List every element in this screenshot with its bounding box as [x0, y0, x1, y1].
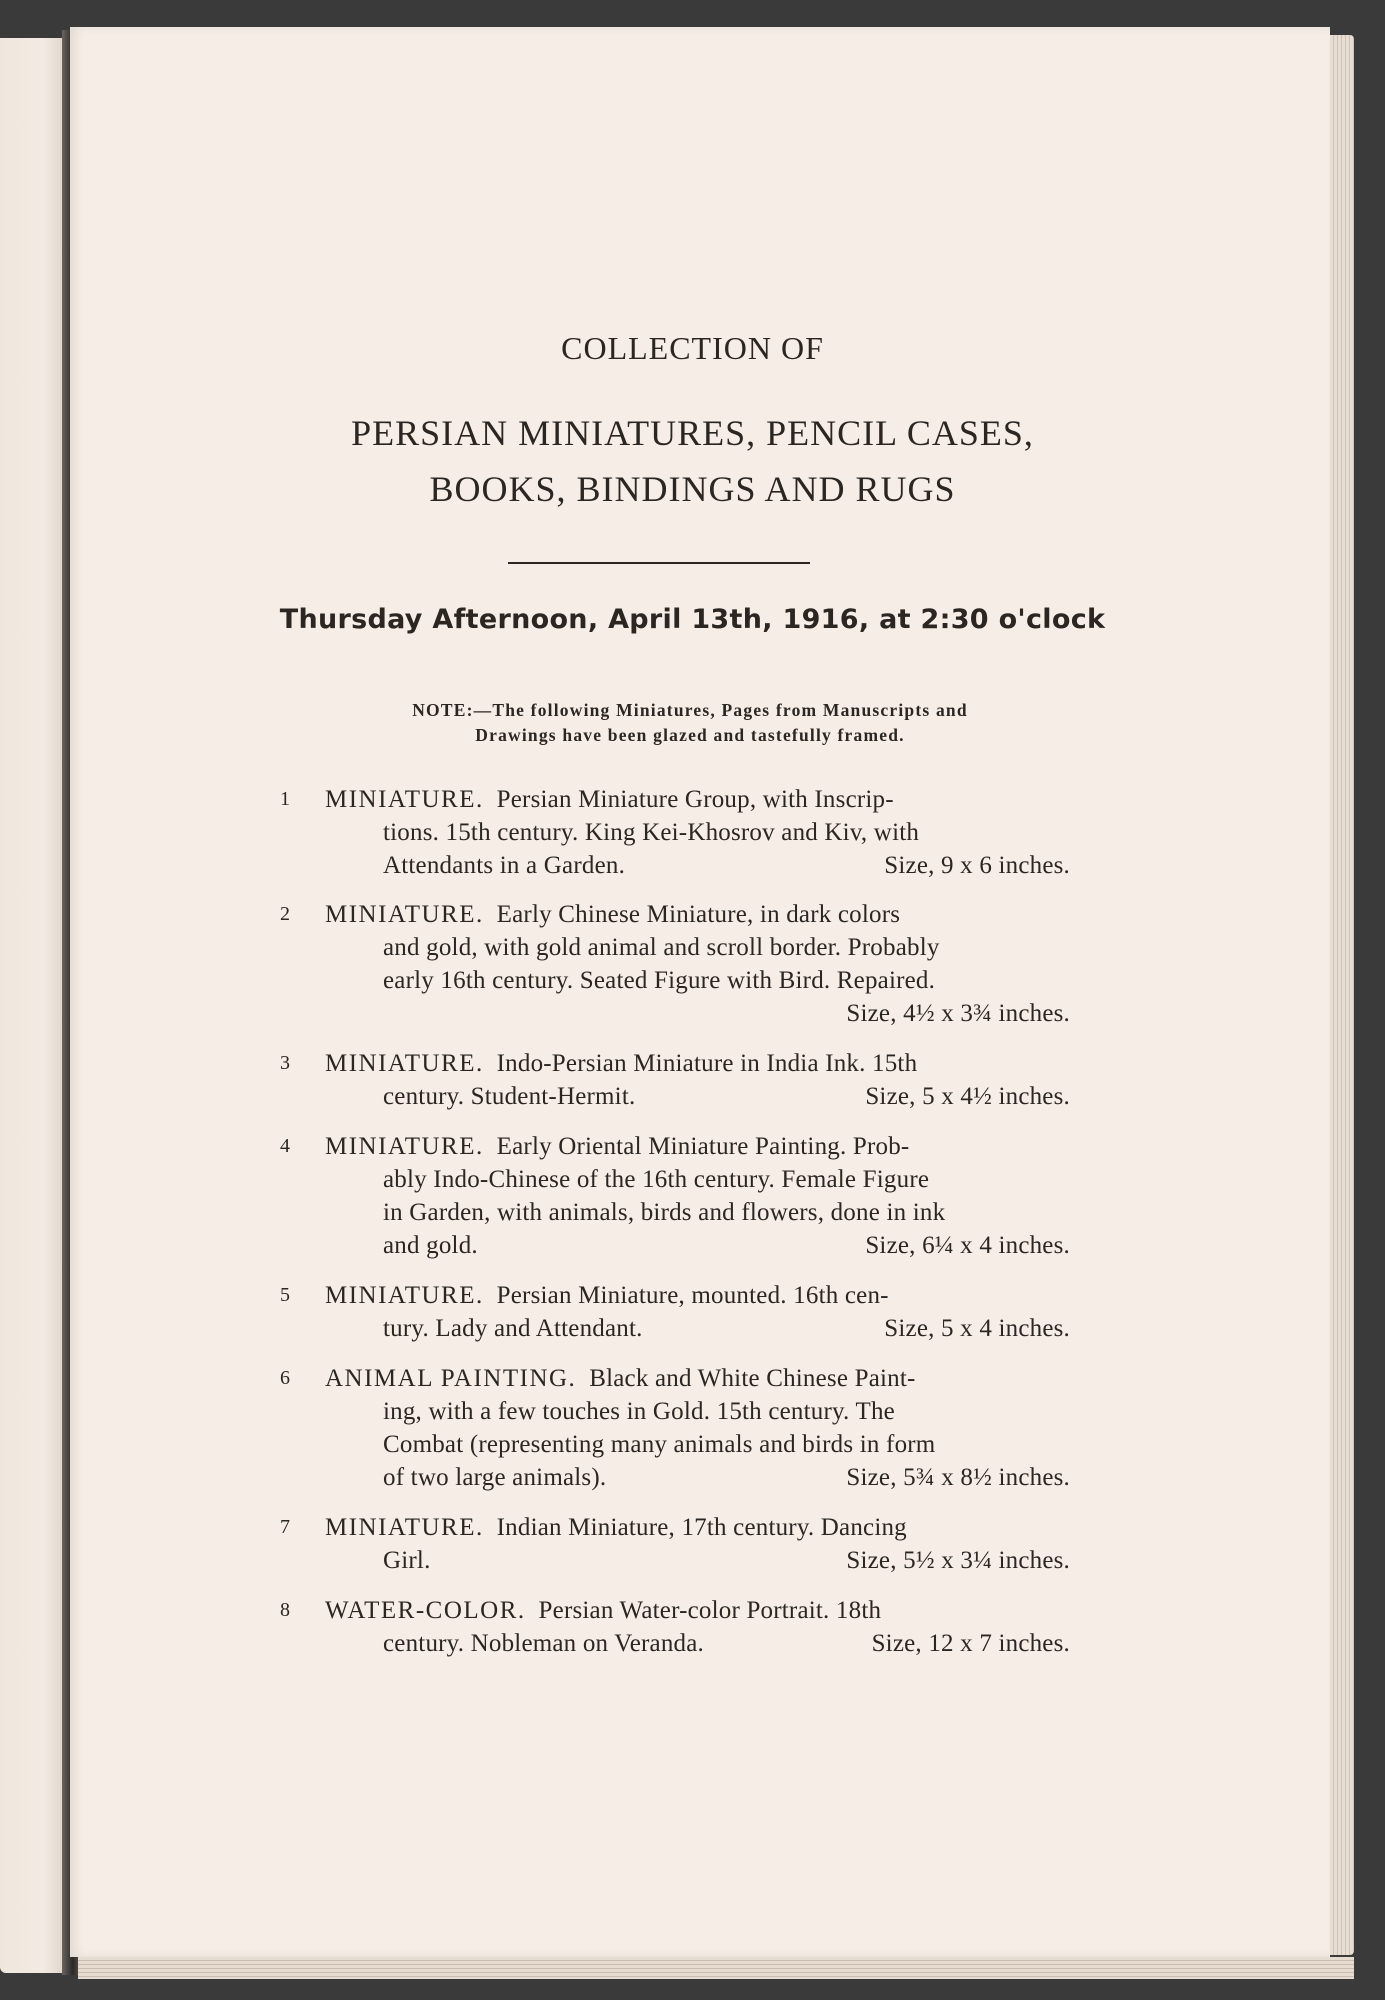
lot-number: 4 [280, 1135, 291, 1157]
lot-size: Size, 5¾ x 8½ inches. [846, 1464, 1070, 1491]
lot-number: 3 [280, 1052, 291, 1074]
lot-title: MINIATURE. [325, 1282, 484, 1309]
framing-note [310, 698, 1070, 748]
lot-7 [280, 1511, 1070, 1577]
lot-description: century. Student-Hermit. [383, 1083, 636, 1110]
lot-title: MINIATURE. [325, 786, 484, 813]
lot-5 [280, 1279, 1070, 1345]
left-page-edge [0, 38, 62, 1973]
page-stack-bottom-edge [78, 1957, 1354, 1979]
lot-description: Black and White Chinese Paint- [589, 1365, 916, 1392]
lot-number: 1 [280, 788, 291, 810]
lot-description: and gold, with gold animal and scroll border. Probably [383, 934, 940, 961]
lot-description: Persian Water-color Portrait. 18th [538, 1597, 882, 1624]
lot-size: Size, 12 x 7 inches. [871, 1630, 1070, 1657]
lot-6 [280, 1362, 1070, 1494]
lot-size: Size, 6¼ x 4 inches. [865, 1232, 1070, 1259]
title-line-2: BOOKS, BINDINGS AND RUGS [429, 469, 956, 509]
lot-title: MINIATURE. [325, 1050, 484, 1077]
lot-description: of two large animals). [383, 1464, 607, 1491]
lot-size: Size, 9 x 6 inches. [884, 852, 1070, 879]
title-line-1: PERSIAN MINIATURES, PENCIL CASES, [351, 413, 1034, 453]
lot-8 [280, 1594, 1070, 1660]
lot-title: MINIATURE. [325, 1133, 484, 1160]
title-divider [508, 562, 810, 564]
lot-title: MINIATURE. [325, 1514, 484, 1541]
lot-number: 5 [280, 1284, 291, 1306]
lot-size: Size, 5 x 4 inches. [884, 1315, 1070, 1342]
lot-description: ably Indo-Chinese of the 16th century. Female Figure [383, 1166, 930, 1193]
lot-1 [280, 783, 1070, 882]
lot-description: Persian Miniature Group, with Inscrip- [496, 786, 894, 813]
note-line-2: Drawings have been glazed and tastefully framed. [475, 725, 905, 745]
lot-description: Indo-Persian Miniature in India Ink. 15th [496, 1050, 918, 1077]
lot-description: and gold. [383, 1232, 478, 1259]
page-stack-right-edge [1330, 35, 1354, 1955]
note-line-1: NOTE:—The following Miniatures, Pages from Manuscripts and [412, 700, 968, 720]
lot-description: Early Chinese Miniature, in dark colors [496, 901, 901, 928]
lot-description: ing, with a few touches in Gold. 15th century. The [383, 1398, 895, 1425]
lot-description: century. Nobleman on Veranda. [383, 1630, 704, 1657]
lot-title: ANIMAL PAINTING. [325, 1365, 577, 1392]
lot-description: tions. 15th century. King Kei-Khosrov and Kiv, with [383, 819, 920, 846]
lot-3 [280, 1047, 1070, 1113]
lot-number: 2 [280, 903, 291, 925]
lot-description: Attendants in a Garden. [383, 852, 626, 879]
lot-description: early 16th century. Seated Figure with Bird. Repaired. [383, 967, 936, 994]
lot-size: Size, 4½ x 3¾ inches. [846, 1000, 1070, 1027]
lot-number: 7 [280, 1516, 291, 1538]
lot-description: Girl. [383, 1547, 431, 1574]
lot-title: WATER-COLOR. [325, 1597, 526, 1624]
lot-4 [280, 1130, 1070, 1262]
lot-2 [280, 898, 1070, 1030]
lot-size: Size, 5 x 4½ inches. [865, 1083, 1070, 1110]
lot-description: tury. Lady and Attendant. [383, 1315, 643, 1342]
sale-date: Thursday Afternoon, April 13th, 1916, at 2:30 o'clock [279, 604, 1106, 635]
lot-number: 8 [280, 1599, 291, 1621]
lot-description: in Garden, with animals, birds and flowers, done in ink [383, 1199, 946, 1226]
lot-number: 6 [280, 1367, 291, 1389]
lot-description: Indian Miniature, 17th century. Dancing [496, 1514, 907, 1541]
collection-heading: COLLECTION OF [561, 330, 824, 366]
lot-description: Persian Miniature, mounted. 16th cen- [496, 1282, 889, 1309]
lot-title: MINIATURE. [325, 901, 484, 928]
lot-size: Size, 5½ x 3¼ inches. [846, 1547, 1070, 1574]
lot-description: Early Oriental Miniature Painting. Prob- [496, 1133, 910, 1160]
lot-description: Combat (representing many animals and birds in form [383, 1431, 936, 1458]
